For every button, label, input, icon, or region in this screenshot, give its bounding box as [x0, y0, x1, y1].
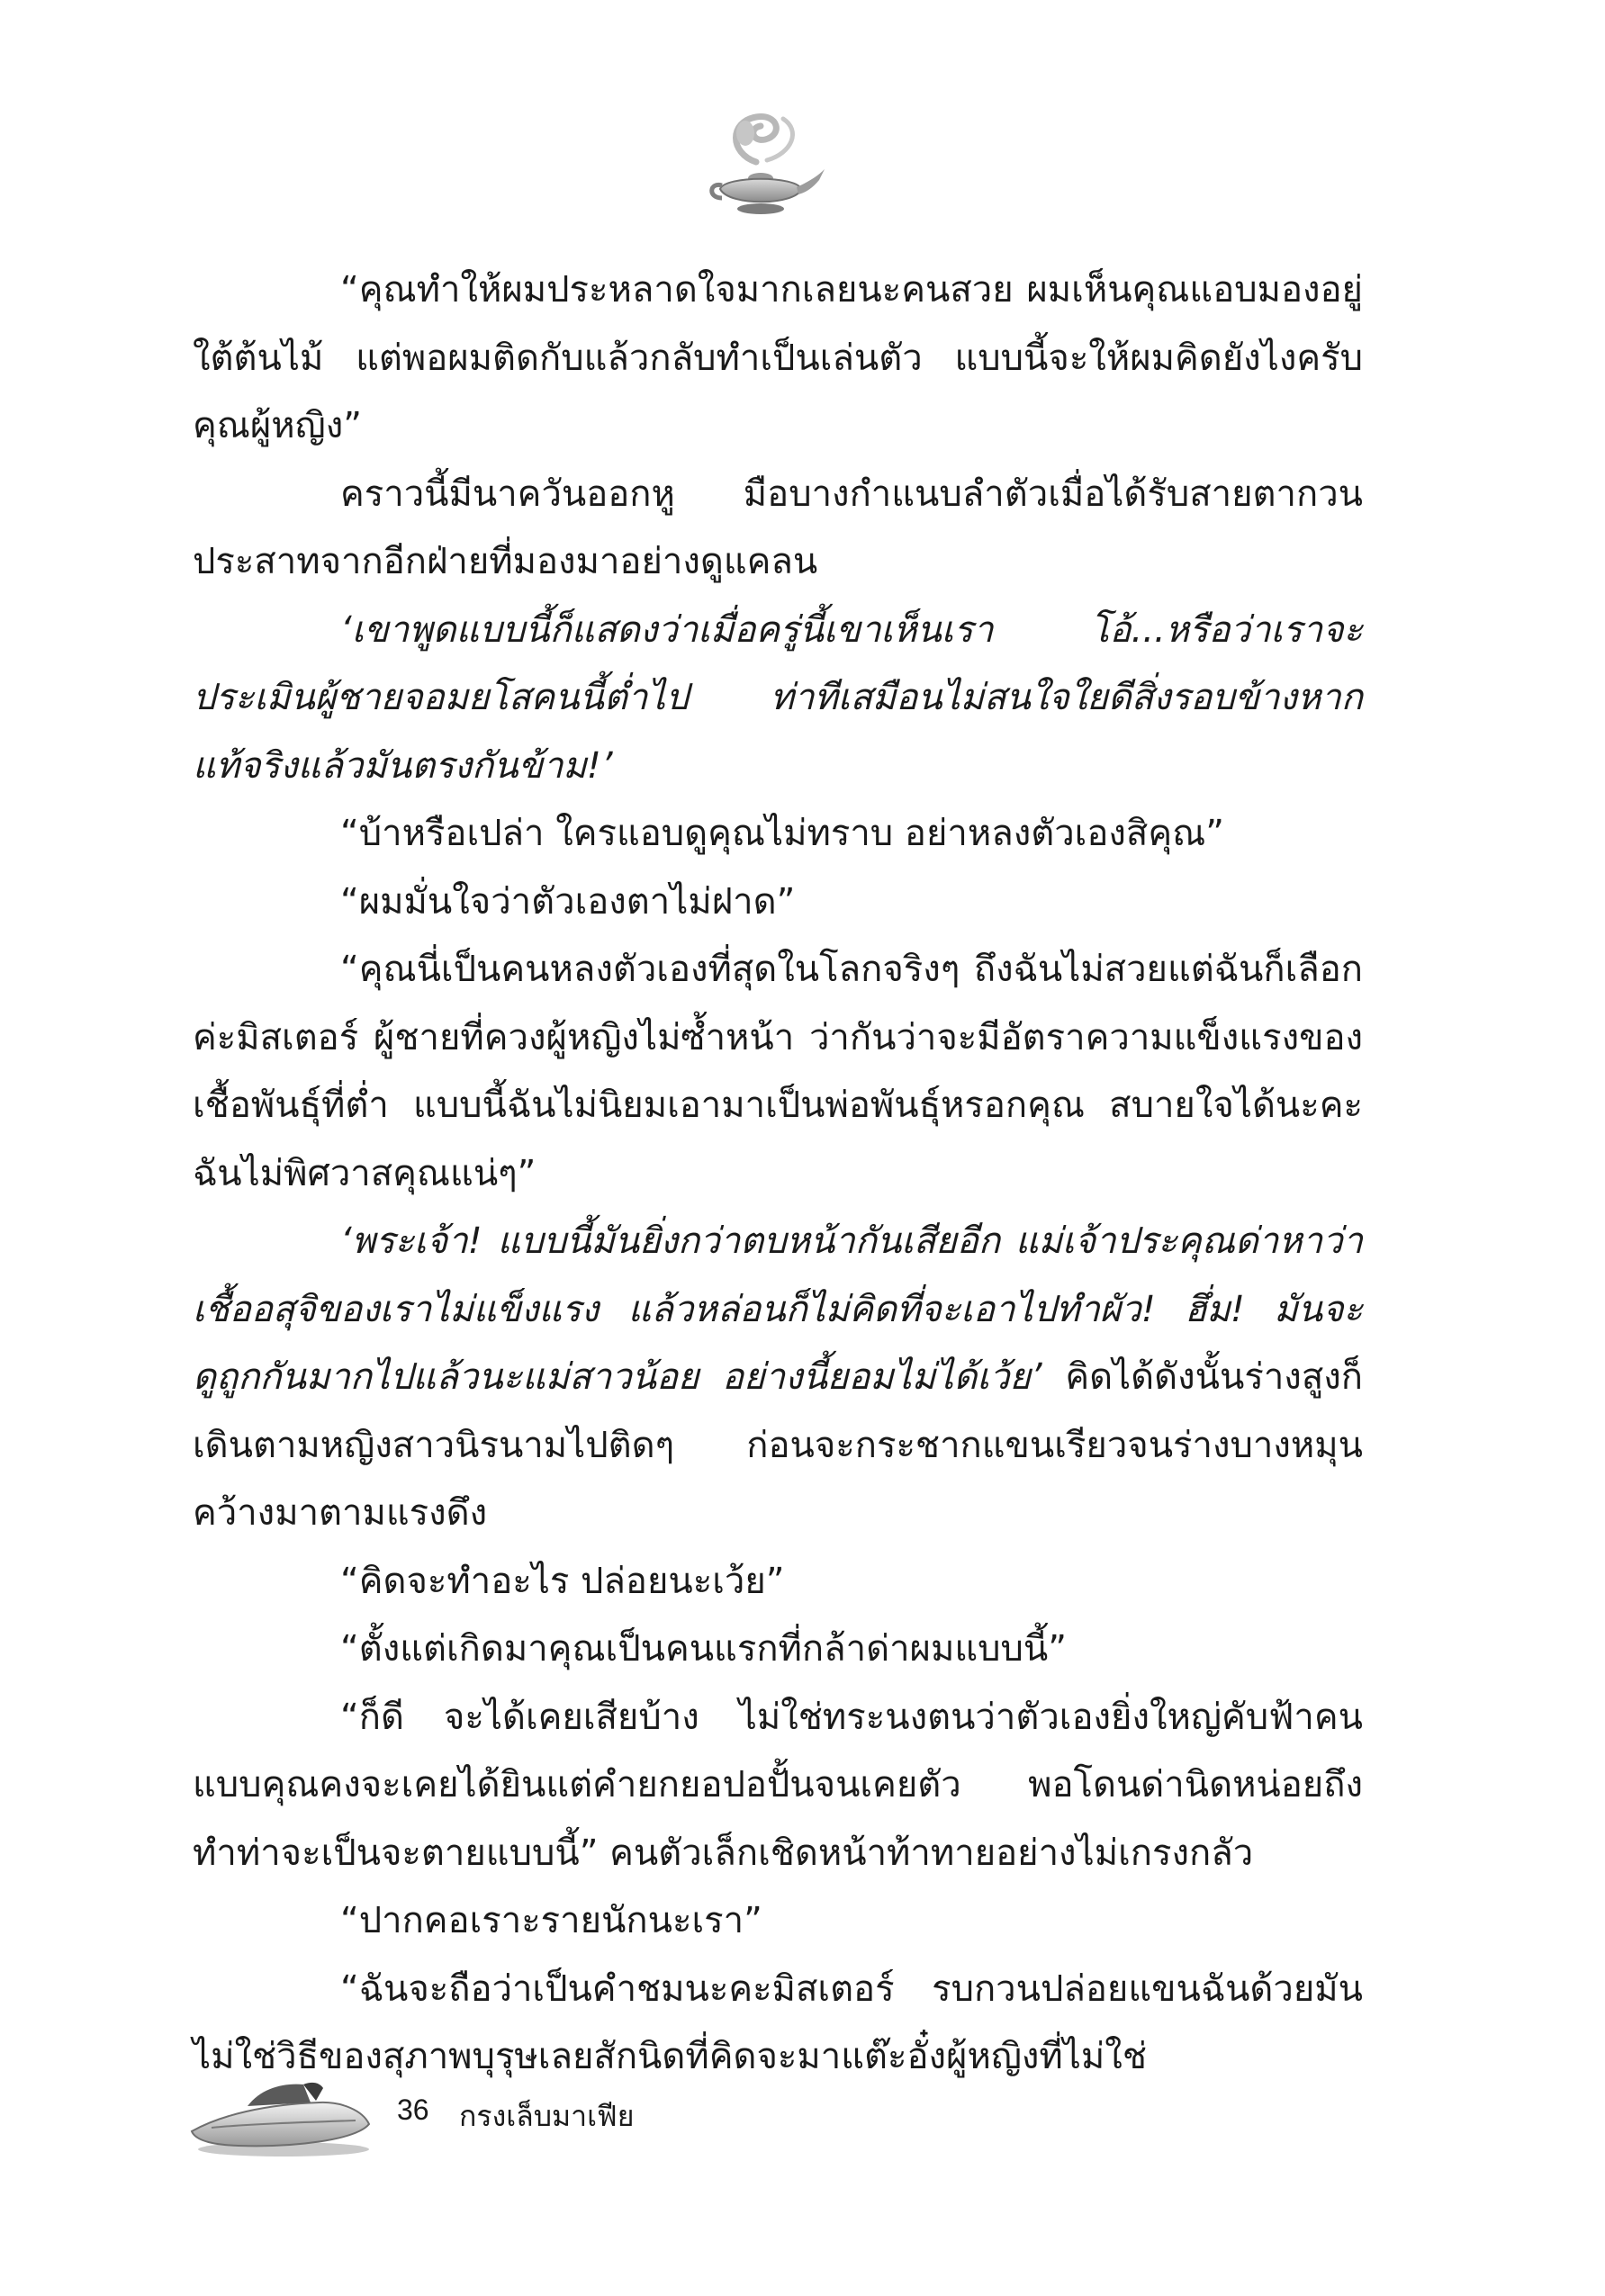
paragraph-6: “คุณนี่เป็นคนหลงตัวเองที่สุดในโลกจริงๆ ถึงฉันไม่สวยแต่ฉันก็เลือกค่ะมิสเตอร์ ผู้ชายที่ควงผู้หญิงไม่ซ้ำหน้า ว่ากันว่าจะมีอัตราความแข็งแรงของเชื้อพันธุ์ที่ต่ำ แบบนี้ฉันไม่นิยมเอามาเป็นพ่อพันธุ์หรอกคุณ สบายใจได้นะคะ ฉันไม่พิศวาสคุณแน่ๆ” — [193, 949, 1363, 1194]
paragraph-7-thought: ‘พระเจ้า! แบบนี้มันยิ่งกว่าตบหน้ากันเสียอีก แม่เจ้าประคุณด่าหาว่าเชื้ออสุจิของเราไม่แข็งแรง แล้วหล่อนก็ไม่คิดที่จะเอาไปทำผัว! ฮึ่ม! มันจะดูถูกกันมากไปแล้วนะแม่สาวน้อย อย่างนี้ยอมไม่ได้เว้ย’ — [193, 1220, 1363, 1398]
paragraph-8: “คิดจะทำอะไร ปล่อยนะเว้ย” — [340, 1560, 785, 1602]
paragraph-3-thought: ‘เขาพูดแบบนี้ก็แสดงว่าเมื่อครู่นี้เขาเห็นเรา โอ้...หรือว่าเราจะประเมินผู้ชายจอมยโสคนนี้ต่ำไป ท่าทีเสมือนไม่สนใจใยดีสิ่งรอบข้างหากแท้จริงแล้วมันตรงกันข้าม!’ — [193, 608, 1363, 787]
page-footer — [185, 2061, 815, 2160]
page-number: 36 — [397, 2093, 429, 2126]
paragraph-12: “ฉันจะถือว่าเป็นคำชมนะคะมิสเตอร์ รบกวนปล่อยแขนฉันด้วยมันไม่ใช่วิธีของสุภาพบุรุษเลยสักนิดที่คิดจะมาแต๊ะอั๋งผู้หญิงที่ไม่ใช่ — [193, 1967, 1363, 2077]
paragraph-9: “ตั้งแต่เกิดมาคุณเป็นคนแรกที่กล้าด่าผมแบบนี้” — [340, 1628, 1067, 1670]
body-text — [193, 257, 1363, 2092]
paragraph-4: “บ้าหรือเปล่า ใครแอบดูคุณไม่ทราบ อย่าหลงตัวเองสิคุณ” — [340, 813, 1224, 854]
book-title: กรงเล็บมาเฟีย — [459, 2100, 635, 2132]
paragraph-7 — [193, 1208, 1363, 1548]
jet-ski-icon — [185, 2061, 374, 2160]
paragraph-1: “คุณทำให้ผมประหลาดใจมากเลยนะคนสวย ผมเห็นคุณแอบมองอยู่ใต้ต้นไม้ แต่พอผมติดกับแล้วกลับทำเป็นเล่นตัว แบบนี้จะให้ผมคิดยังไงครับคุณผู้หญิง” — [193, 269, 1363, 446]
paragraph-11: “ปากคอเราะรายนักนะเรา” — [340, 1900, 762, 1941]
paragraph-7-tail: คิดได้ดังนั้นร่างสูงก็เดินตามหญิงสาวนิรนามไปติดๆ ก่อนจะกระชากแขนเรียวจนร่างบางหมุนคว้างมาตามแรงดึง — [193, 1356, 1363, 1534]
paragraph-10: “ก็ดี จะได้เคยเสียบ้าง ไม่ใช่ทระนงตนว่าตัวเองยิ่งใหญ่คับฟ้าคนแบบคุณคงจะเคยได้ยินแต่คำยกยอปอปั้นจนเคยตัว พอโดนด่านิดหน่อยถึงทำท่าจะเป็นจะตายแบบนี้” คนตัวเล็กเชิดหน้าท้าทายอย่างไม่เกรงกลัว — [193, 1696, 1363, 1874]
paragraph-2: คราวนี้มีนาควันออกหู มือบางกำแนบลำตัวเมื่อได้รับสายตากวนประสาทจากอีกฝ่ายที่มองมาอย่างดูแคลน — [193, 473, 1363, 582]
genie-lamp-icon — [693, 99, 828, 234]
paragraph-5: “ผมมั่นใจว่าตัวเองตาไม่ฝาด” — [340, 880, 796, 923]
